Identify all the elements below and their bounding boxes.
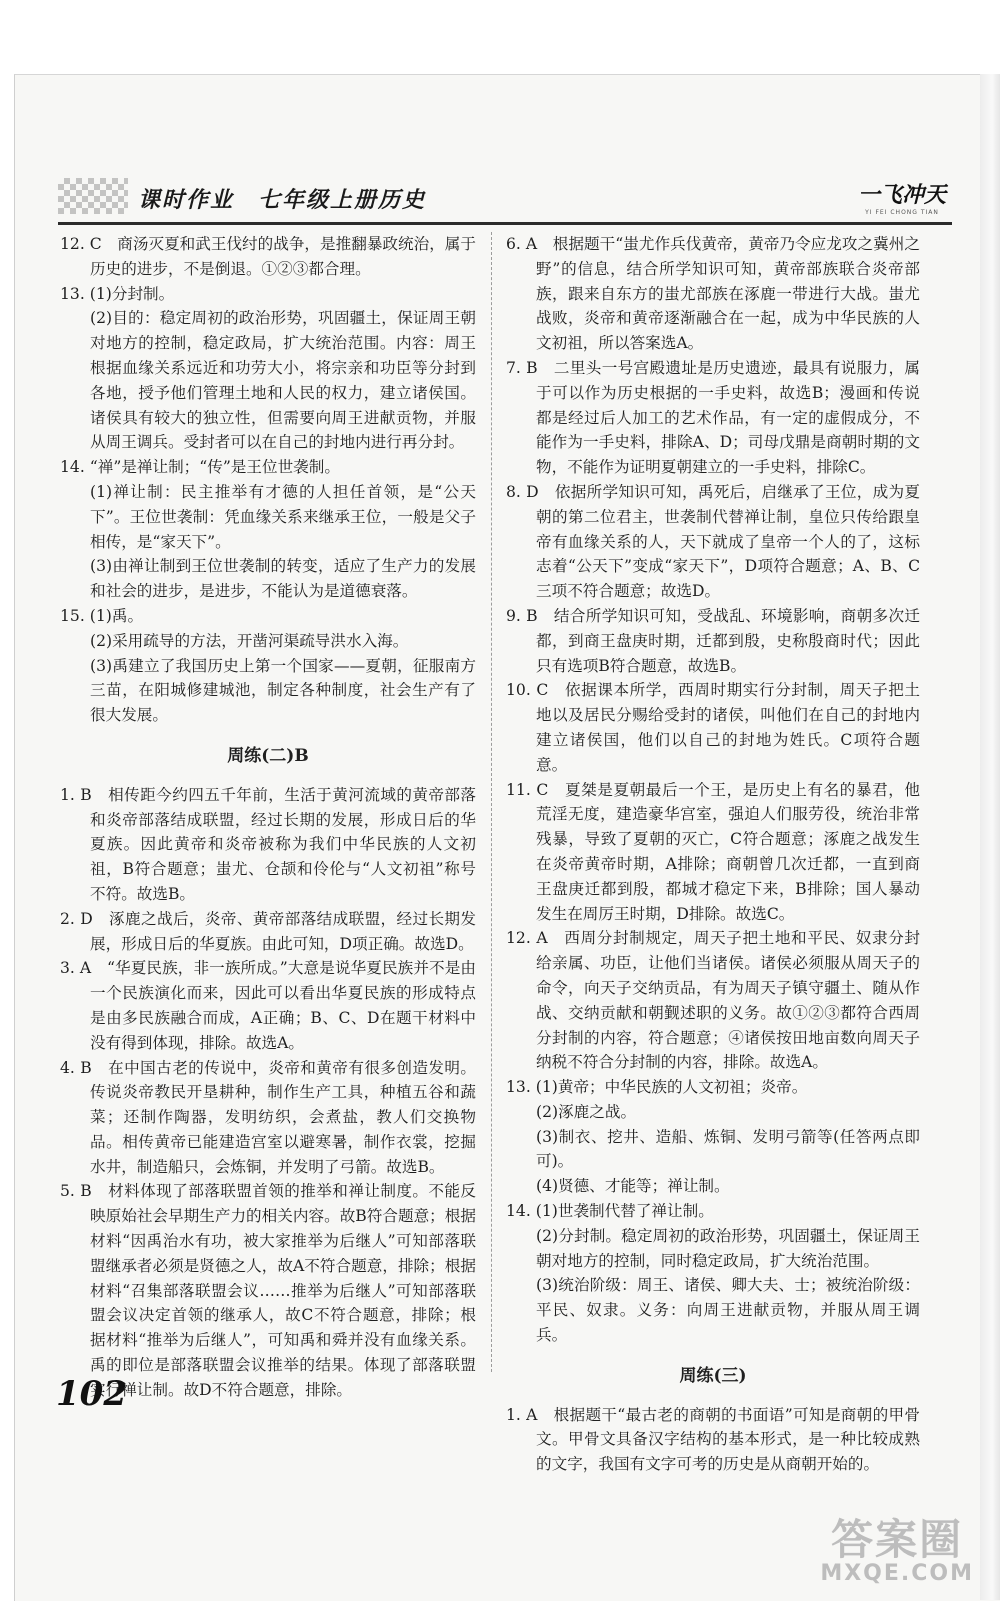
answer-subitem: (2)涿鹿之战。 — [536, 1102, 637, 1121]
watermark — [820, 1507, 974, 1586]
answer-item: 13. (1)分封制。 — [60, 284, 175, 303]
page-number: 102 — [56, 1374, 127, 1414]
answer-item: 11. C 夏桀是夏朝最后一个王，是历史上有名的暴君，他荒淫无度，建造豪华宫室，强迫人们服劳役，统治非常残暴，导致了夏朝的灭亡，C符合题意；涿鹿之战发生在炎帝黄帝时期，A排除；商朝曾几次迁都，一直到商王盘庚迁都到殷，都城才稳定下来，B排除；国人暴动发生在周厉王时期，D排除。故选C。 — [506, 780, 920, 923]
column-divider — [491, 232, 492, 1372]
answer-item: 5. B 材料体现了部落联盟首领的推举和禅让制度。不能反映原始社会早期生产力的相关内容。故B符合题意；根据材料“因禹治水有功，被大家推举为后继人”可知部落联盟继承者必须是贤德之人，故A不符合题意，排除；根据材料“召集部落联盟会议……推举为后继人”可知部落联盟会议决定首领的继承人，故C不符合题意，排除；根据材料“推举为后继人”，可知禹和舜并没有血缘关系。禹的即位是部落联盟会议推举的结果。体现了部落联盟实行禅让制。故D不符合题意，排除。 — [60, 1182, 476, 1399]
answer-subitem: (3)统治阶级：周王、诸侯、卿大夫、士；被统治阶级：平民、奴隶。义务：向周王进献贡物，并服从周王调兵。 — [536, 1276, 920, 1345]
answer-subitem: (2)采用疏导的方法，开凿河渠疏导洪水入海。 — [90, 631, 409, 650]
answer-item: 1. A 根据题干“最古老的商朝的书面语”可知是商朝的甲骨文。甲骨文具备汉字结构的基本形式，是一种比较成熟的文字，我国有文字可考的历史是从商朝开始的。 — [506, 1405, 920, 1474]
answer-item: 10. C 依据课本所学，西周时期实行分封制，周天子把土地以及居民分赐给受封的诸侯，叫他们在自己的封地内建立诸侯国，他们以自己的封地为姓氏。C项符合题意。 — [506, 681, 920, 774]
left-column — [60, 232, 476, 1403]
answer-item: 12. A 西周分封制规定，周天子把土地和平民、奴隶分封给亲属、功臣，让他们当诸侯。诸侯必须服从周天子的命令，向天子交纳贡品，有为周天子镇守疆土、随从作战、交纳贡献和朝觐述职的义务。故①②③都符合西周分封制的内容，符合题意；④诸侯按田地亩数向周天子纳税不符合分封制的内容，排除。故选A。 — [506, 929, 920, 1072]
answer-item: 12. C 商汤灭夏和武王伐纣的战争，是推翻暴政统治，属于历史的进步，不是倒退。①②③都合理。 — [60, 235, 476, 278]
header-title: 课时作业 七年级上册历史 — [138, 188, 427, 213]
answer-item: 14. “禅”是禅让制；“传”是王位世袭制。 — [60, 458, 340, 477]
answer-item: 13. (1)黄帝；中华民族的人文初祖；炎帝。 — [506, 1078, 808, 1097]
brand-subtitle: YI FEI CHONG TIAN — [865, 209, 939, 216]
header-rule — [58, 222, 952, 225]
answer-subitem: (3)制衣、挖井、造船、炼铜、发明弓箭等(任答两点即可)。 — [536, 1127, 920, 1171]
answer-subitem: (2)目的：稳定周初的政治形势，巩固疆土，保证周王朝对地方的控制，稳定政局，扩大统治范围。内容：周王根据血缘关系远近和功劳大小，将宗亲和功臣等分封到各地，授予他们管理土地和人民的权力，建立诸侯国。诸侯具有较大的独立性，但需要向周王进献贡物，并服从周王调兵。受封者可以在自己的封地内进行再分封。 — [90, 309, 476, 452]
answer-item: 1. B 相传距今约四五千年前，生活于黄河流域的黄帝部落和炎帝部落结成联盟，经过长期的发展，形成日后的华夏族。因此黄帝和炎帝被称为我们中华民族的人文初祖，B符合题意；蚩尤、仓颉和伶伦与“人文初祖”称号不符。故选B。 — [60, 785, 476, 903]
answer-item: 14. (1)世袭制代替了禅让制。 — [506, 1202, 714, 1221]
answer-subitem: (3)禹建立了我国历史上第一个国家——夏朝，征服南方三苗，在阳城修建城池，制定各种制度，社会生产有了很大发展。 — [90, 656, 476, 725]
section-heading: 周练(二)B — [227, 745, 309, 766]
header-decoration — [58, 178, 128, 214]
answer-item: 8. D 依据所学知识可知，禹死后，启继承了王位，成为夏朝的第二位君主，世袭制代替禅让制，皇位只传给跟皇帝有血缘关系的人，天下就成了皇帝一个人的了，这标志着“公天下”变成“家天下”，D项符合题意；A、B、C三项不符合题意；故选D。 — [506, 482, 920, 601]
right-column — [506, 232, 920, 1477]
answer-subitem: (2)分封制。稳定周初的政治形势，巩固疆土，保证周王朝对地方的控制，同时稳定政局，扩大统治范围。 — [536, 1226, 920, 1270]
answer-item: 6. A 根据题干“蚩尤作兵伐黄帝，黄帝乃令应龙攻之冀州之野”的信息，结合所学知识可知，黄帝部族联合炎帝部族，跟来自东方的蚩尤部族在涿鹿一带进行大战。蚩尤战败，炎帝和黄帝逐渐融合在一起，成为中华民族的人文初祖，所以答案选A。 — [506, 235, 920, 353]
book-spine — [980, 74, 1000, 1600]
brand-name: 一飞冲天 — [857, 183, 946, 208]
section-heading: 周练(三) — [679, 1365, 747, 1386]
answer-item: 3. A “华夏民族，非一族所成。”大意是说华夏民族并不是由一个民族演化而来，因此可以看出华夏民族的形成特点是由多民族融合而成，A正确；B、C、D在题干材料中没有得到体现，排除。故选A。 — [60, 959, 476, 1052]
answer-item: 7. B 二里头一号宫殿遗址是历史遗迹，最具有说服力，属于可以作为历史根据的一手史料，故选B；漫画和传说都是经过后人加工的艺术作品，有一定的虚假成分，不能作为一手史料，排除A、D；司母戊鼎是商朝时期的文物，不能作为证明夏朝建立的一手史料，排除C。 — [506, 358, 920, 477]
watermark-logo: 答案圈 — [831, 1515, 964, 1564]
answer-item: 2. D 涿鹿之战后，炎帝、黄帝部落结成联盟，经过长期发展，形成日后的华夏族。由此可知，D项正确。故选D。 — [60, 909, 476, 953]
answer-item: 15. (1)禹。 — [60, 606, 144, 625]
answer-item: 9. B 结合所学知识可知，受战乱、环境影响，商朝多次迁都，到商王盘庚时期，迁都到殷，史称殷商时代；因此只有选项B符合题意，故选B。 — [506, 606, 920, 675]
answer-subitem: (3)由禅让制到王位世袭制的转变，适应了生产力的发展和社会的进步，是进步，不能认为是道德衰落。 — [90, 557, 476, 601]
answer-subitem: (1)禅让制：民主推举有才德的人担任首领，是“公天下”。王位世袭制：凭血缘关系来继承王位，一般是父子相传，是“家天下”。 — [90, 482, 476, 551]
watermark-url: MXQE.COM — [820, 1561, 974, 1586]
answer-item: 4. B 在中国古老的传说中，炎帝和黄帝有很多创造发明。传说炎帝教民开垦耕种，制作生产工具，种植五谷和蔬菜；还制作陶器，发明纺织，会煮盐，教人们交换物品。相传黄帝已能建造宫室以避寒暑，制作衣裳，挖掘水井，制造船只，会炼铜，并发明了弓箭。故选B。 — [60, 1058, 476, 1176]
answer-subitem: (4)贤德、才能等；禅让制。 — [536, 1177, 730, 1196]
brand-logo — [858, 178, 946, 216]
